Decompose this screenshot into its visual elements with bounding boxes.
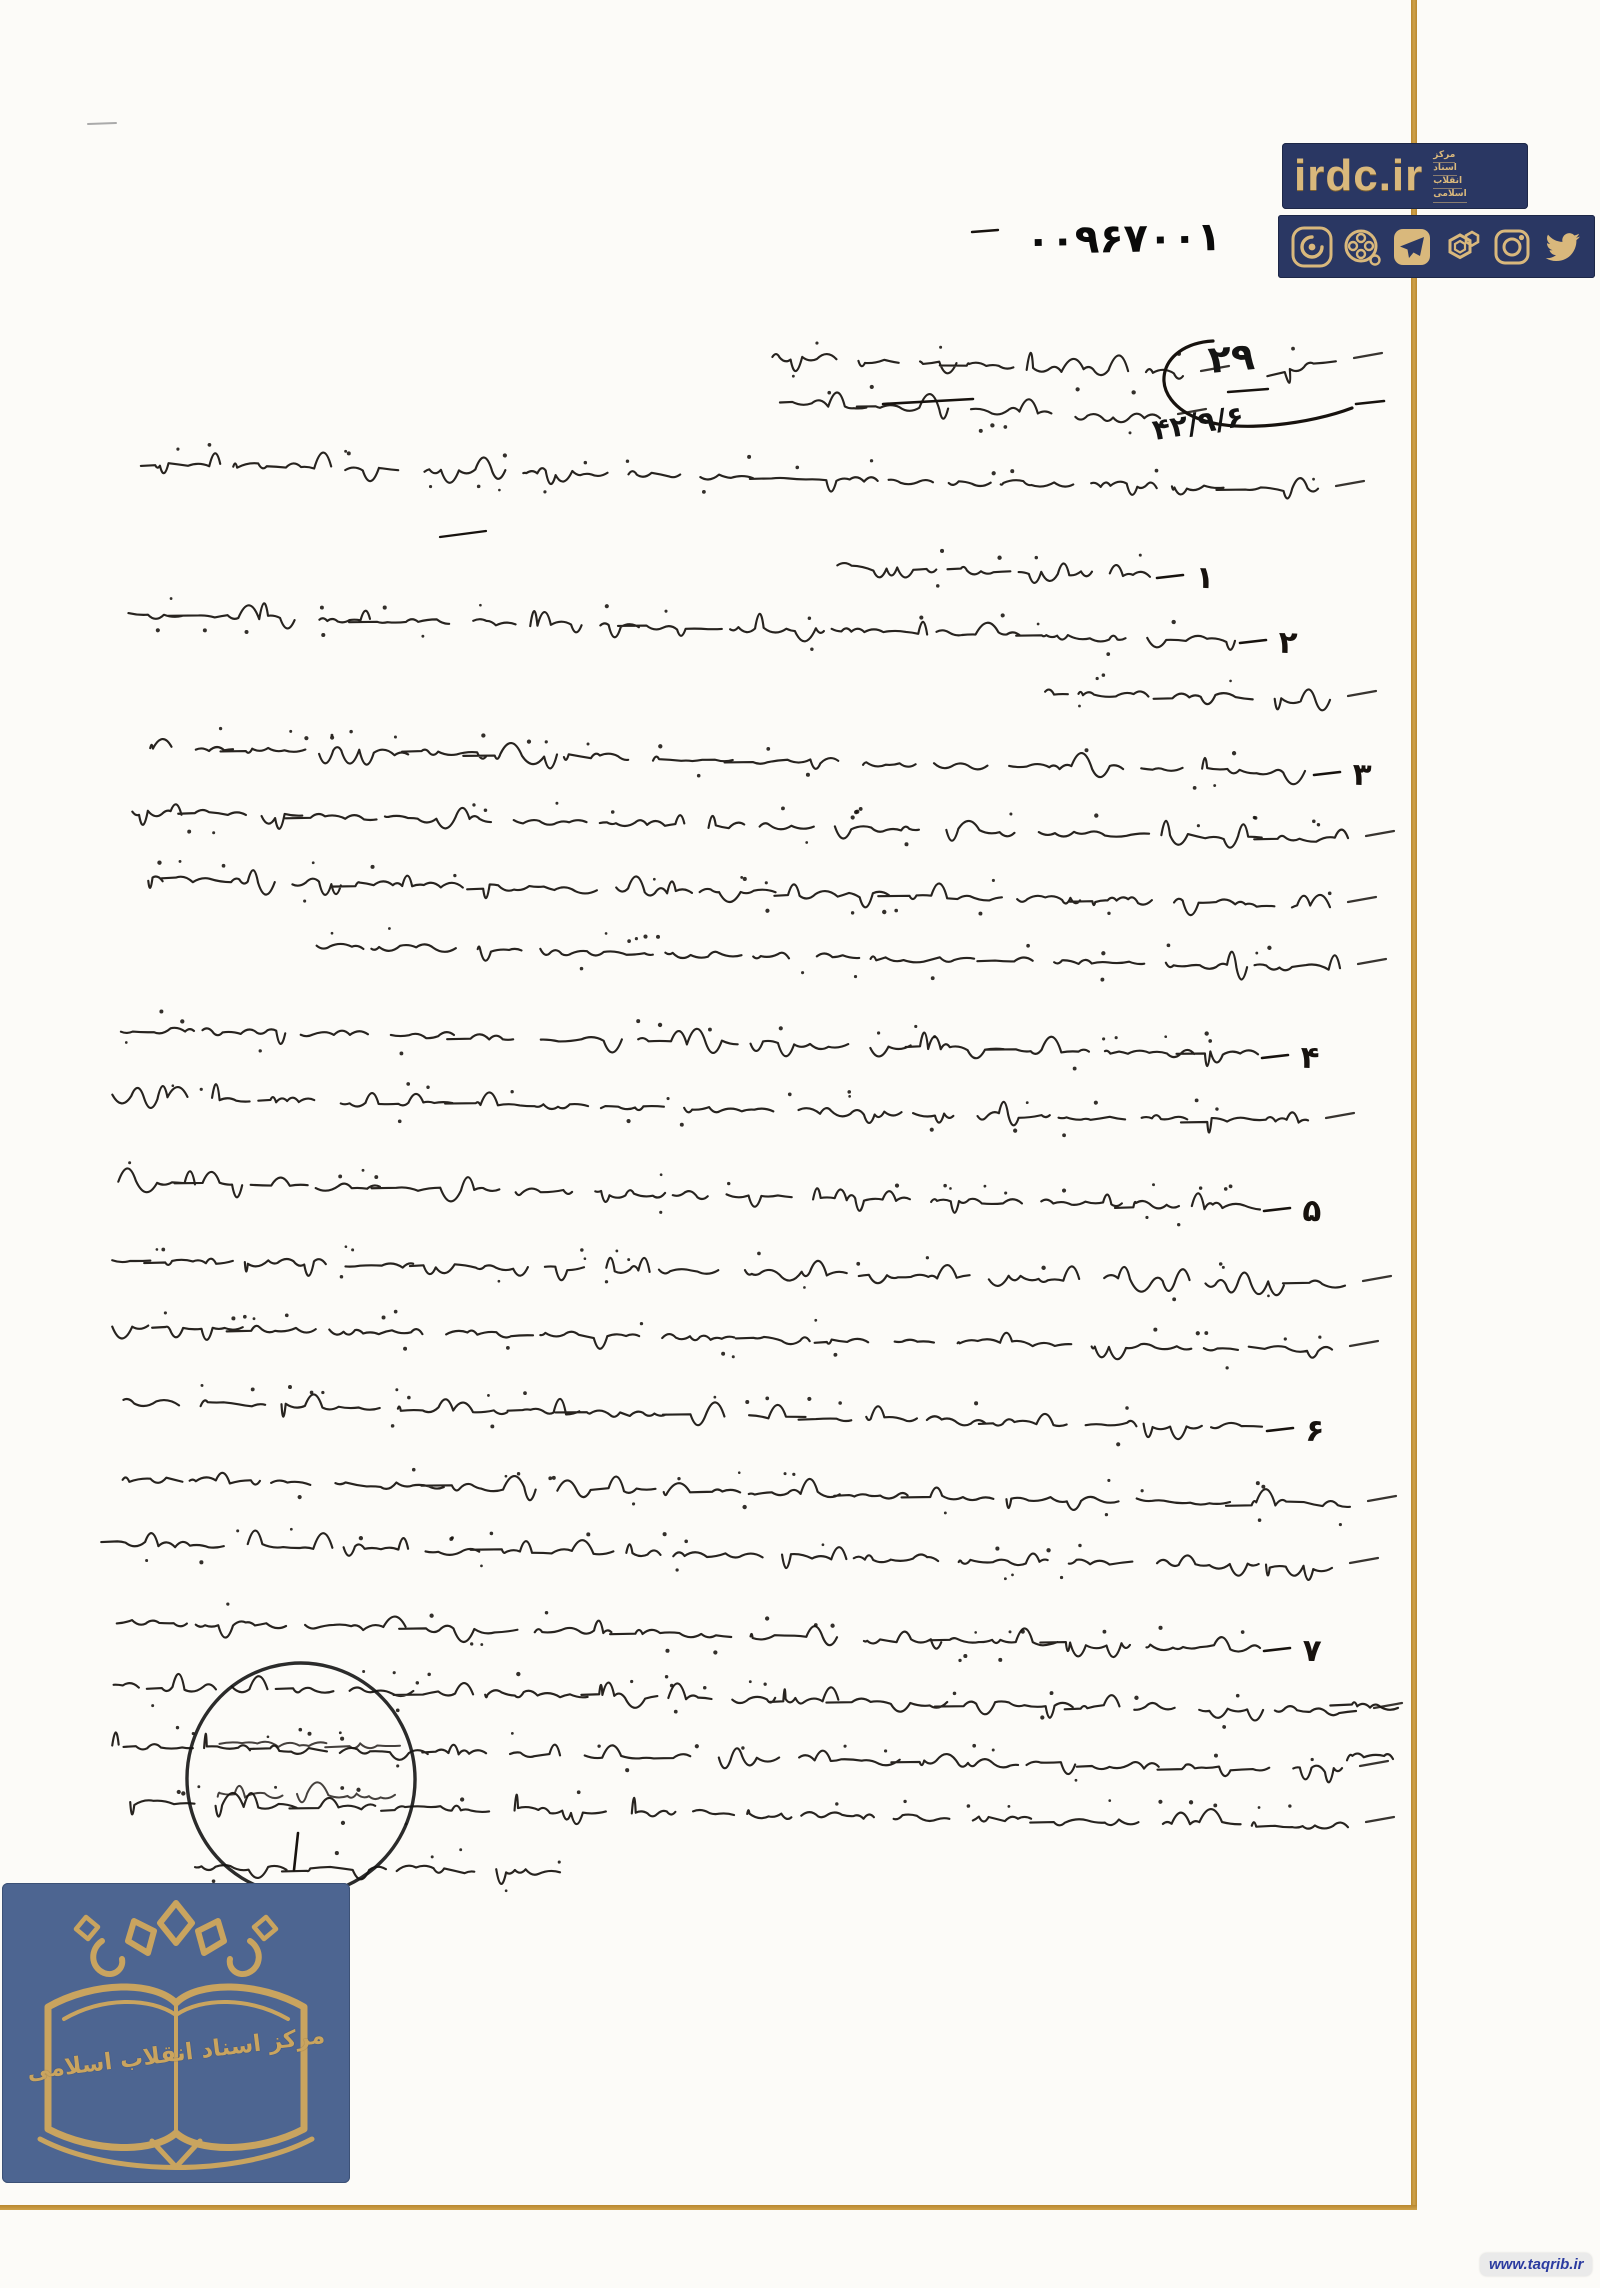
irdc-logo xyxy=(1282,143,1528,209)
svg-text:۲: ۲ xyxy=(1277,624,1298,662)
svg-text:۴: ۴ xyxy=(1299,1039,1320,1077)
document-ref-number: ۲۹ xyxy=(1206,334,1257,382)
twitter-icon xyxy=(1540,225,1584,269)
irdc-caption-line: اسلامی xyxy=(1433,189,1466,202)
irdc-site-name: irdc.ir xyxy=(1294,151,1424,200)
social-icons-bar xyxy=(1278,215,1595,278)
svg-text:۷: ۷ xyxy=(1301,1632,1322,1670)
irdc-caption-line: مرکز xyxy=(1433,150,1455,163)
irdc-caption-line: انقلاب xyxy=(1433,176,1462,189)
instagram-icon xyxy=(1490,225,1534,269)
cube-network-icon xyxy=(1440,225,1484,269)
svg-text:۶: ۶ xyxy=(1304,1412,1325,1450)
aparat-icon xyxy=(1290,225,1334,269)
archive-logo xyxy=(2,1883,350,2183)
svg-text:۳: ۳ xyxy=(1351,756,1372,794)
document-date: ۴۲/۹/۶ xyxy=(1149,399,1247,447)
irdc-logo-caption xyxy=(1433,150,1520,203)
archive-name: مرکز اسناد انقلاب اسلامی xyxy=(25,2022,327,2086)
document-serial-number: ۰۰۹۶۷۰۰۱ xyxy=(1025,213,1222,265)
taqrib-watermark: www.taqrib.ir xyxy=(1480,2253,1592,2276)
svg-text:۵: ۵ xyxy=(1301,1192,1322,1230)
telegram-icon xyxy=(1390,225,1434,269)
film-reel-icon xyxy=(1340,225,1384,269)
svg-text:۱: ۱ xyxy=(1194,559,1215,597)
irdc-caption-line: اسناد xyxy=(1433,163,1457,176)
